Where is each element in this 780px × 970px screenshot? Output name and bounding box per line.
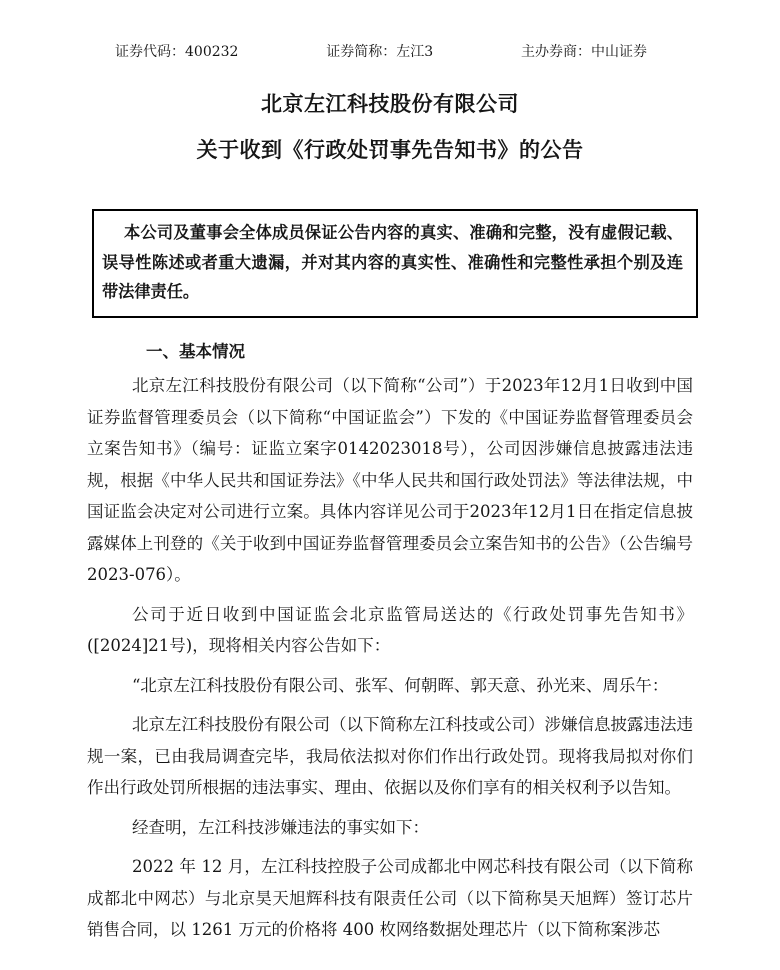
body-paragraph-case-filing: 北京左江科技股份有限公司（以下简称“公司”）于2023年12月1日收到中国证券监督管理委员会（以下简称“中国证监会”）下发的《中国证券监督管理委员会立案告知书》（编号：证监立案字0142023018号），公司因涉嫌信息披露违法违规，根据《中华人民共和国证券法》《中华人民共和国行政处罚法》等法律法规，中国证监会决定对公司进行立案。具体内容详见公司于2023年12月1日在指定信息披露媒体上刊登的《关于收到中国证券监督管理委员会立案告知书的公告》（公告编号 2023-076）。 [87, 376, 693, 584]
document-body [87, 336, 693, 954]
body-paragraph-contract-facts: 2022 年 12 月，左江科技控股子公司成都北中网芯科技有限公司（以下简称成都北中网芯）与北京昊天旭辉科技有限责任公司（以下简称昊天旭辉）签订芯片销售合同，以 1261 万元的价格将 400 枚网络数据处理芯片（以下简称案涉芯 [87, 857, 693, 939]
body-paragraph-investigation-result: 北京左江科技股份有限公司（以下简称左江科技或公司）涉嫌信息披露违法违规一案，已由我局调查完毕，我局依法拟对你们作出行政处罚。现将我局拟对你们作出行政处罚所根据的违法事实、理由、依据以及你们享有的相关权利予以告知。 [87, 715, 693, 797]
body-paragraph-addressees: “北京左江科技股份有限公司、张军、何朝晖、郭天意、孙光来、周乐午： [132, 675, 669, 695]
disclaimer-text: 本公司及董事会全体成员保证公告内容的真实、准确和完整，没有虚假记载、误导性陈述或者重大遗漏，并对其内容的真实性、准确性和完整性承担个别及连带法律责任。 [102, 223, 683, 301]
disclaimer-box [92, 209, 698, 318]
security-abbr-label: 证券简称：左江3 [326, 44, 434, 60]
body-paragraph-facts-intro: 经查明，左江科技涉嫌违法的事实如下： [132, 817, 429, 837]
sponsor-broker-label: 主办券商：中山证券 [521, 44, 647, 60]
section-heading-basic-info: 一、基本情况 [146, 342, 245, 361]
body-paragraph-notice-received: 公司于近日收到中国证监会北京监管局送达的《行政处罚事先告知书》([2024]21号)，现将相关内容公告如下： [87, 604, 693, 655]
announcement-title: 关于收到《行政处罚事先告知书》的公告 [196, 137, 584, 162]
company-name-title: 北京左江科技股份有限公司 [261, 91, 519, 116]
stock-info-header [115, 43, 647, 61]
security-code-label: 证券代码：400232 [115, 44, 239, 60]
